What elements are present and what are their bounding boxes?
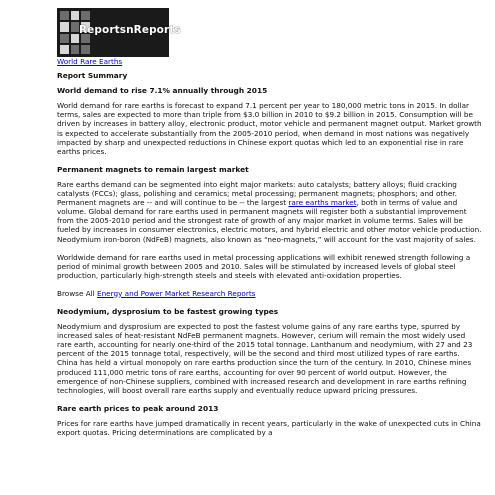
energy-power-reports-link[interactable]: Energy and Power Market Research Reports — [97, 288, 256, 298]
paragraph-metal-processing: Worldwide demand for rare earths used in metal processing applications will exhibit renewed strength following a period of minimal growth between 2005 and 2010. Sales will be stimulated by increased levels of global steel production, particularly high-strength steels and steels with elevated anti-oxidation properties. — [57, 252, 471, 280]
paragraph-prices: Prices for rare earths have jumped dramatically in recent years, particularly in the wake of unexpected cuts in China export quotas. Pricing determinations are complicated by a — [57, 418, 481, 437]
paragraph-magnets: Rare earths demand can be segmented into eight major markets: auto catalysts; battery alloys; fluid cracking catalysts (FCCs); glass, polishing and ceramics; metal processing; permanent magnets; phosphors; and other. Permanent magnets are -- and will continue to be -- the largest rare earths market, both in terms of value and volume. Global demand for rare earths used in permanent magnets will register both a substantial improvement from the 2005-2010 period and the strongest rate of growth of any major market in volume terms. Sales will be fueled by increases in consumer electronics, electric motors, and hybrid electric and other motor vehicle production. Neodymium iron-boron (NdFeB) magnets, also known as “neo-magnets,” will account for the vast majority of sales. — [57, 179, 482, 244]
paragraph-demand: World demand for rare earths is forecast to expand 7.1 percent per year to 180,000 metric tons in 2015. In dollar terms, sales are expected to more than triple from $3.0 billion in 2010 to $9.2 billion in 2015. Consumption will be driven by increases in battery alloy, electronic product, motor vehicle and permanent magnet output. Market growth is expected to accelerate substantially from the 2005-2010 period, when demand in most nations was negatively impacted by sharp and unexpected reductions in Chinese export quotas which led to an exponential rise in rare earths prices. — [57, 101, 482, 156]
rare-earths-market-link[interactable]: rare earths market — [288, 198, 357, 208]
document-body — [57, 57, 482, 437]
section-heading-demand: World demand to rise 7.1% annually through 2015 — [57, 86, 268, 96]
world-rare-earths-link[interactable]: World Rare Earths — [57, 57, 123, 66]
section-heading-prices: Rare earth prices to peak around 2013 — [57, 403, 219, 413]
logo-text: ReportsnReports — [79, 24, 181, 36]
paragraph-types: Neodymium and dysprosium are expected to post the fastest volume gains of any rare earths type, spurred by increased sales of heat-resistant NdFeB permanent magnets. However, cerium will remain the most widely used rare earth, accounting for nearly one-third of the 2015 total tonnage. Lanthanum and neodymium, with 27 and 23 percent of the 2015 tonnage total, respectively, will be the second and third most utilized types of rare earths. China has held a virtual monopoly on rare earths production since the turn of the century. In 2010, Chinese mines produced 111,000 metric tons of rare earths, accounting for over 90 percent of world output. However, the emergence of non-Chinese suppliers, combined with increased research and development in rare earths refining technologies, will boost overall rare earths supply and eventually reduce upward pricing pressures. — [57, 322, 473, 395]
browse-line: Browse All Energy and Power Market Research Reports — [57, 288, 256, 298]
report-summary-heading: Report Summary — [57, 71, 128, 81]
section-heading-magnets: Permanent magnets to remain largest market — [57, 164, 249, 174]
reportsnreports-logo — [57, 8, 181, 57]
section-heading-types: Neodymium, dysprosium to be fastest growing types — [57, 306, 279, 316]
